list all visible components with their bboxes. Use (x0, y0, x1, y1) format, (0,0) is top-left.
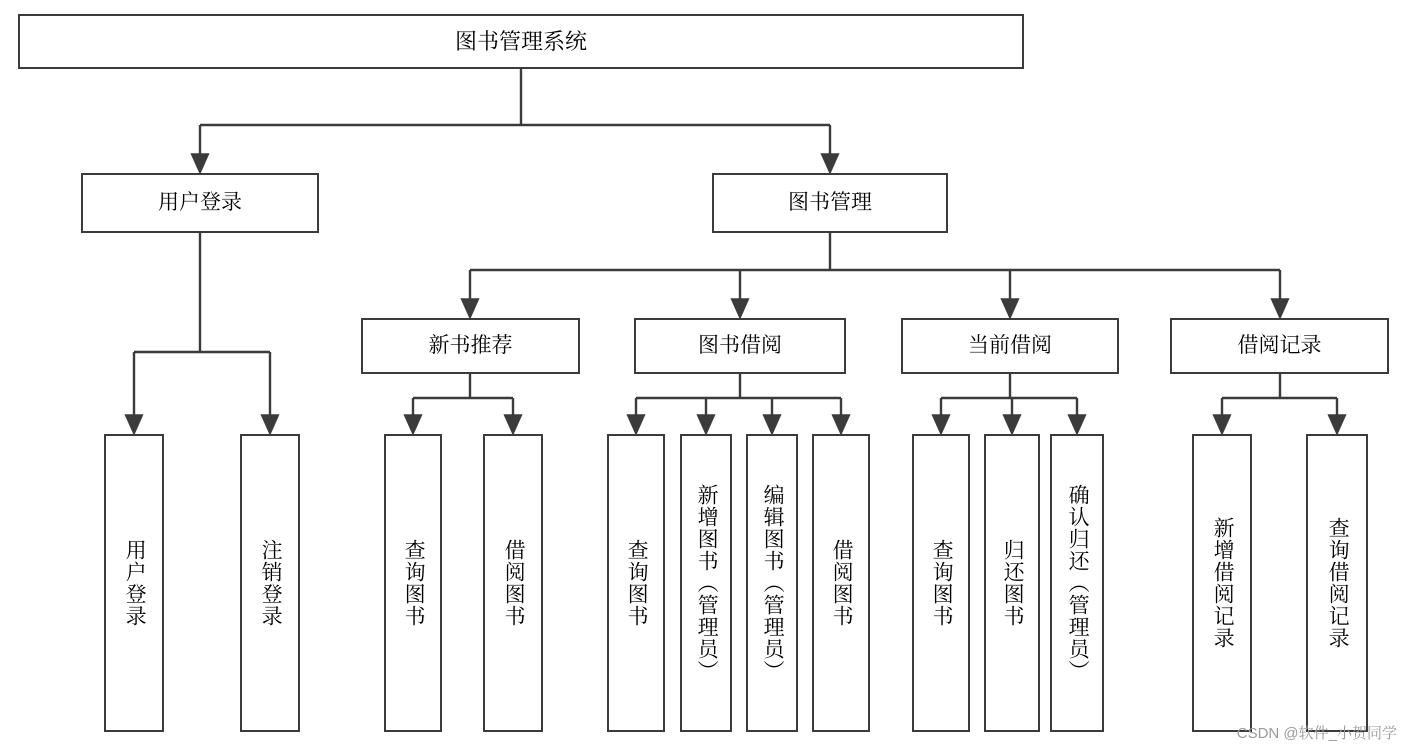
leaf-query-record-label: 查询借阅记录 (1326, 517, 1350, 649)
leaf-return-book-label: 归还图书 (1001, 539, 1025, 627)
leaf-user-login[interactable] (104, 434, 164, 732)
leaf-user-login-label: 用户登录 (123, 539, 147, 627)
leaf-add-record[interactable] (1192, 434, 1252, 732)
leaf-confirm-return-label: 确认归还（管理员） (1066, 484, 1090, 682)
node-current-borrow-label: 当前借阅 (968, 333, 1052, 357)
leaf-borrow-book-1[interactable] (483, 434, 543, 732)
node-book-management[interactable] (712, 173, 948, 233)
node-borrow-records-label: 借阅记录 (1237, 333, 1322, 357)
leaf-borrow-book-1-label: 借阅图书 (502, 539, 526, 627)
leaf-add-record-label: 新增借阅记录 (1211, 517, 1235, 649)
leaf-borrow-book-2-label: 借阅图书 (830, 539, 854, 627)
leaf-query-book-3-label: 查询图书 (930, 539, 954, 627)
node-new-book-recommend[interactable] (361, 318, 580, 374)
node-user-login[interactable] (81, 173, 319, 233)
watermark: CSDN @软件_小贺同学 (1236, 725, 1397, 742)
leaf-confirm-return[interactable] (1050, 434, 1104, 732)
leaf-add-book-label: 新增图书（管理员） (695, 484, 719, 682)
leaf-logout[interactable] (240, 434, 300, 732)
node-borrow-records[interactable] (1170, 318, 1389, 374)
leaf-add-book[interactable] (680, 434, 732, 732)
leaf-edit-book[interactable] (746, 434, 798, 732)
node-current-borrow[interactable] (901, 318, 1119, 374)
leaf-query-book-3[interactable] (912, 434, 970, 732)
leaf-edit-book-label: 编辑图书（管理员） (761, 484, 785, 682)
leaf-query-record[interactable] (1306, 434, 1368, 732)
node-new-book-recommend-label: 新书推荐 (428, 333, 513, 357)
node-root[interactable] (18, 14, 1024, 69)
leaf-borrow-book-2[interactable] (812, 434, 870, 732)
leaf-query-book-2[interactable] (607, 434, 665, 732)
node-book-management-label: 图书管理 (788, 190, 872, 214)
node-book-borrow[interactable] (634, 318, 846, 374)
node-book-borrow-label: 图书借阅 (698, 333, 782, 357)
node-root-label: 图书管理系统 (454, 28, 587, 54)
leaf-logout-label: 注销登录 (259, 539, 283, 627)
leaf-return-book[interactable] (984, 434, 1040, 732)
node-user-login-label: 用户登录 (158, 190, 242, 214)
leaf-query-book-1[interactable] (384, 434, 442, 732)
leaf-query-book-2-label: 查询图书 (625, 539, 649, 627)
leaf-query-book-1-label: 查询图书 (402, 539, 426, 627)
